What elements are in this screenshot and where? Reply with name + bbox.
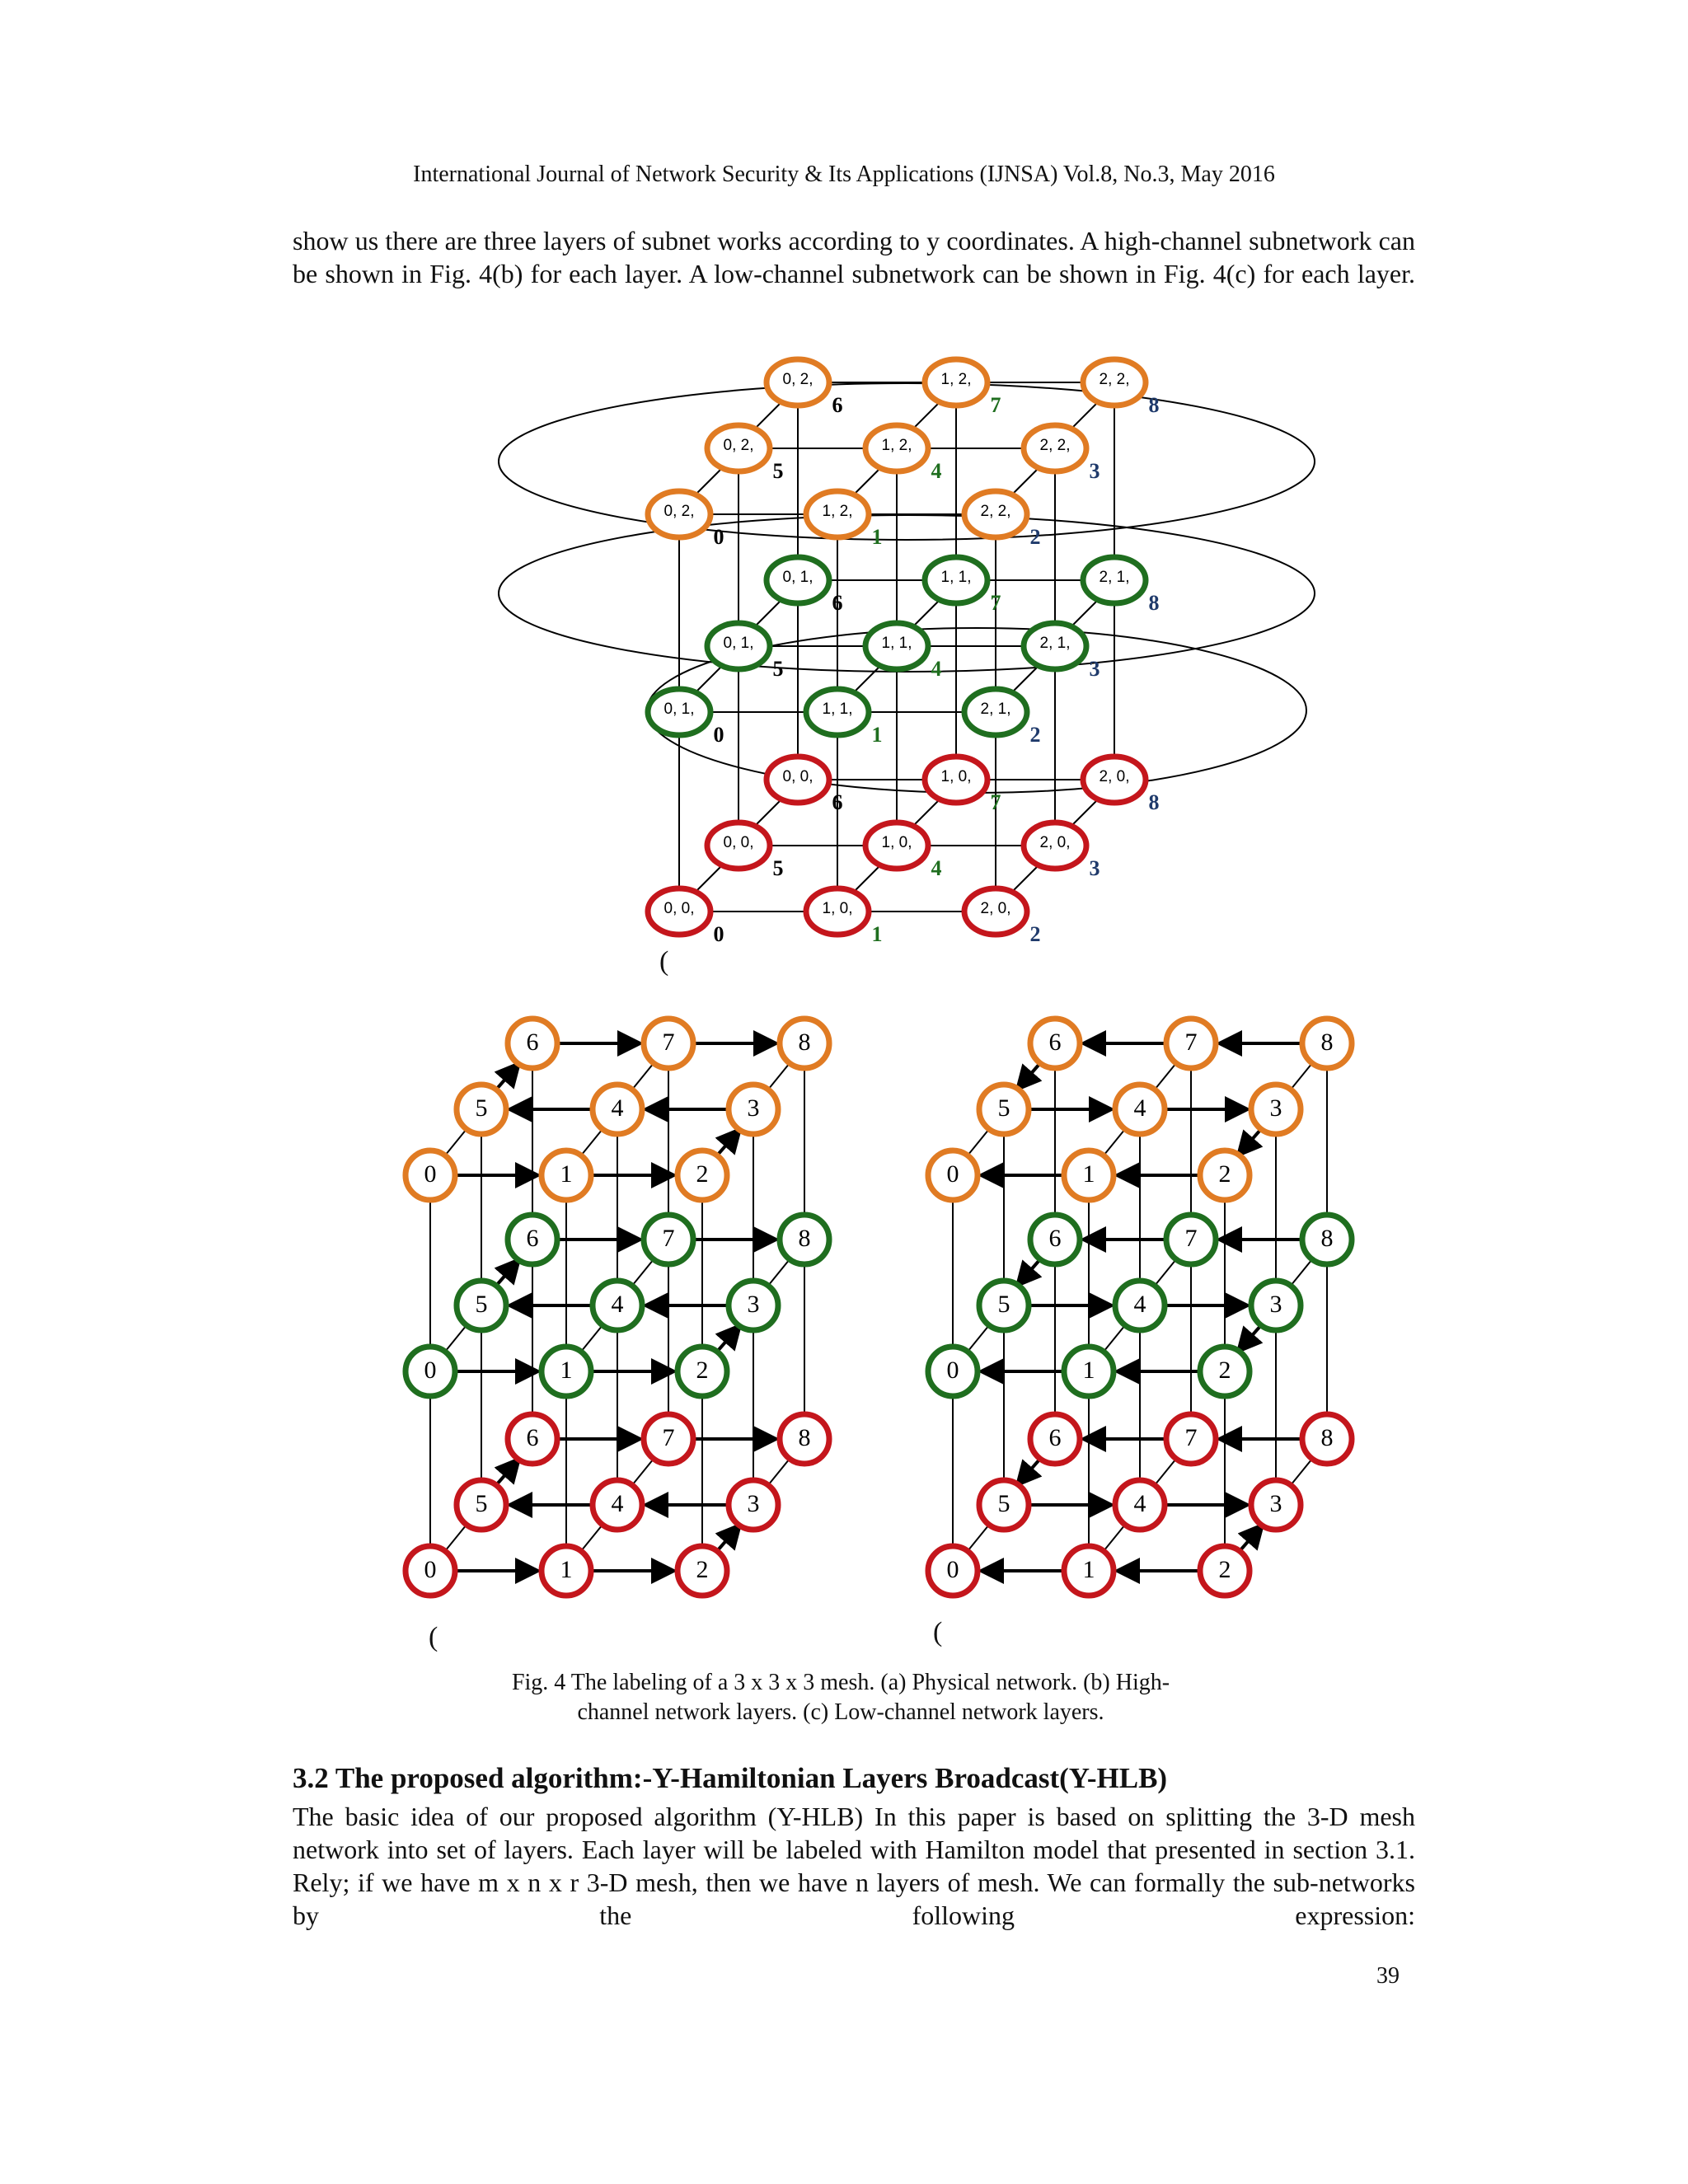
caption-line-1: Fig. 4 The labeling of a 3 x 3 x 3 mesh. (a) Physical network. (b) High- <box>511 1670 1170 1695</box>
node-label: 0, 0, <box>663 900 695 918</box>
node-number: 6 <box>1048 1423 1062 1451</box>
high-channel-arrow <box>717 1525 740 1551</box>
node-number: 3 <box>1269 1489 1282 1517</box>
node-number: 8 <box>1320 1423 1334 1451</box>
node-label: 0, 2, <box>663 503 695 521</box>
high-channel-arrow <box>717 1129 740 1155</box>
node-number: 2 <box>1218 1356 1231 1384</box>
node-number: 5 <box>475 1489 488 1517</box>
diagonal-link <box>852 664 882 694</box>
node-number: 7 <box>990 590 1001 615</box>
journal-header: International Journal of Network Security & Its Applications (IJNSA) Vol.8, No.3, May 2016 <box>413 162 1275 187</box>
diagonal-link <box>968 1525 989 1551</box>
node-number: 0 <box>713 921 724 946</box>
node-number: 2 <box>1029 722 1041 747</box>
node-number: 5 <box>475 1094 488 1122</box>
low-channel-arrow <box>1017 1063 1040 1090</box>
diagonal-link <box>445 1129 467 1155</box>
node-label: 2, 0, <box>980 900 1011 918</box>
node-number: 3 <box>1269 1094 1282 1122</box>
high-channel-arrow <box>717 1325 740 1352</box>
diagonal-link <box>1291 1459 1312 1485</box>
panel-label-c: ( <box>933 1617 943 1647</box>
node-number: 4 <box>611 1489 624 1517</box>
node-number: 4 <box>611 1094 624 1122</box>
node-label: 2, 1, <box>1039 635 1071 653</box>
node-number: 6 <box>832 392 843 417</box>
diagonal-link <box>1010 466 1040 496</box>
node-number: 6 <box>832 790 843 814</box>
diagonal-link <box>753 798 783 827</box>
node-label: 0, 0, <box>723 834 754 852</box>
page-number: 39 <box>1376 1963 1400 1989</box>
node-number: 7 <box>662 1224 675 1252</box>
diagonal-link <box>768 1259 790 1286</box>
node-number: 1 <box>560 1356 573 1384</box>
node-number: 3 <box>747 1290 760 1318</box>
node-number: 7 <box>662 1423 675 1451</box>
node-number: 6 <box>1048 1224 1062 1252</box>
caption-line-2: channel network layers. (c) Low-channel network layers. <box>577 1699 1104 1725</box>
node-label: 1, 1, <box>822 701 853 719</box>
node-number: 5 <box>772 855 784 880</box>
node-number: 6 <box>526 1224 539 1252</box>
node-number: 5 <box>772 458 784 483</box>
node-number: 6 <box>832 590 843 615</box>
node-number: 1 <box>871 921 883 946</box>
low-channel-arrow <box>1238 1325 1261 1352</box>
node-number: 7 <box>1184 1224 1198 1252</box>
diagonal-link <box>445 1525 467 1551</box>
node-number: 6 <box>526 1423 539 1451</box>
node-number: 8 <box>798 1423 811 1451</box>
node-number: 1 <box>560 1555 573 1583</box>
diagonal-link <box>852 864 882 893</box>
node-number: 4 <box>1133 1489 1146 1517</box>
diagonal-link <box>1155 1459 1176 1485</box>
node-number: 2 <box>1218 1555 1231 1583</box>
node-number: 1 <box>1082 1160 1095 1188</box>
low-channel-arrow <box>1017 1459 1040 1485</box>
diagonal-link <box>1070 598 1100 628</box>
node-number: 1 <box>871 722 883 747</box>
node-label: 2, 1, <box>980 701 1011 719</box>
node-number: 2 <box>1218 1160 1231 1188</box>
diagonal-link <box>1070 798 1100 827</box>
node-number: 8 <box>1320 1028 1334 1056</box>
diagonal-link <box>1291 1063 1312 1090</box>
node-number: 6 <box>526 1028 539 1056</box>
node-label: 2, 1, <box>1099 569 1130 587</box>
high-channel-arrow <box>496 1063 519 1090</box>
node-label: 2, 2, <box>1099 371 1130 389</box>
node-label: 1, 0, <box>881 834 912 852</box>
node-number: 1 <box>1082 1356 1095 1384</box>
panel-label-a: ( <box>659 946 669 977</box>
low-channel-arrow <box>1238 1129 1261 1155</box>
diagonal-link <box>852 466 882 496</box>
node-label: 0, 2, <box>782 371 814 389</box>
diagonal-link <box>632 1063 654 1090</box>
node-number: 3 <box>747 1489 760 1517</box>
node-label: 0, 0, <box>782 768 814 786</box>
node-number: 5 <box>997 1094 1010 1122</box>
node-number: 5 <box>475 1290 488 1318</box>
node-number: 1 <box>871 524 883 549</box>
node-number: 2 <box>696 1356 709 1384</box>
diagonal-link <box>581 1325 603 1352</box>
node-number: 8 <box>1148 590 1160 615</box>
diagonal-link <box>1104 1325 1125 1352</box>
node-number: 2 <box>1029 921 1041 946</box>
diagonal-link <box>694 864 724 893</box>
diagonal-link <box>1104 1129 1125 1155</box>
node-label: 2, 2, <box>1039 437 1071 455</box>
low-channel-arrow <box>1240 1525 1263 1551</box>
diagonal-link <box>753 401 783 430</box>
node-number: 0 <box>424 1555 437 1583</box>
node-number: 4 <box>1133 1290 1146 1318</box>
node-number: 6 <box>1048 1028 1062 1056</box>
node-number: 3 <box>1089 855 1100 880</box>
node-number: 1 <box>1082 1555 1095 1583</box>
node-number: 8 <box>1148 392 1160 417</box>
diagonal-link <box>694 466 724 496</box>
body-paragraph: The basic idea of our proposed algorithm (Y-HLB) In this paper is based on splitting the 3-D mesh network into set of layers. Each layer will be labeled with Hamilton model that presented in section 3.1. Rely; if we have m x n x r 3-D mesh, then we have n layers of mesh. We can formally the sub-networks by the following expression: <box>293 1802 1415 1930</box>
node-label: 2, 0, <box>1039 834 1071 852</box>
node-label: 2, 2, <box>980 503 1011 521</box>
node-label: 1, 0, <box>822 900 853 918</box>
high-channel-arrow <box>496 1259 519 1286</box>
diagonal-link <box>632 1459 654 1485</box>
diagonal-link <box>694 664 724 694</box>
diagonal-link <box>768 1459 790 1485</box>
node-number: 5 <box>997 1489 1010 1517</box>
diagonal-link <box>768 1063 790 1090</box>
diagonal-link <box>968 1129 989 1155</box>
diagonal-link <box>1070 401 1100 430</box>
node-number: 8 <box>798 1224 811 1252</box>
node-number: 8 <box>1320 1224 1334 1252</box>
panel-label-b: ( <box>429 1622 438 1652</box>
node-number: 4 <box>931 458 942 483</box>
node-number: 1 <box>560 1160 573 1188</box>
diagonal-link <box>632 1259 654 1286</box>
node-number: 8 <box>1148 790 1160 814</box>
diagonal-link <box>912 798 941 827</box>
node-number: 0 <box>946 1555 959 1583</box>
node-number: 0 <box>424 1160 437 1188</box>
node-label: 1, 2, <box>822 503 853 521</box>
diagonal-link <box>1155 1259 1176 1286</box>
figure-caption <box>453 1668 1228 1727</box>
diagonal-link <box>1155 1063 1176 1090</box>
node-number: 3 <box>1089 458 1100 483</box>
node-number: 0 <box>424 1356 437 1384</box>
diagonal-link <box>581 1129 603 1155</box>
node-label: 1, 2, <box>940 371 972 389</box>
node-number: 4 <box>611 1290 624 1318</box>
intro-paragraph: show us there are three layers of subnet works according to y coordinates. A high-channel subnetwork can be shown in Fig. 4(b) for each layer. A low-channel subnetwork can be shown in Fig. 4(c) for each layer. <box>293 226 1415 288</box>
diagonal-link <box>1291 1259 1312 1286</box>
node-number: 3 <box>1269 1290 1282 1318</box>
node-label: 1, 0, <box>940 768 972 786</box>
node-number: 7 <box>990 392 1001 417</box>
node-number: 2 <box>696 1160 709 1188</box>
node-label: 1, 2, <box>881 437 912 455</box>
node-number: 2 <box>696 1555 709 1583</box>
node-label: 2, 0, <box>1099 768 1130 786</box>
section-heading: 3.2 The proposed algorithm:-Y-Hamiltonian Layers Broadcast(Y-HLB) <box>293 1762 1168 1794</box>
diagonal-link <box>445 1325 467 1352</box>
node-number: 0 <box>946 1356 959 1384</box>
node-number: 2 <box>1029 524 1041 549</box>
node-number: 3 <box>1089 656 1100 681</box>
node-label: 1, 1, <box>940 569 972 587</box>
node-number: 4 <box>1133 1094 1146 1122</box>
node-number: 0 <box>713 524 724 549</box>
node-number: 0 <box>713 722 724 747</box>
node-number: 7 <box>1184 1028 1198 1056</box>
diagonal-link <box>1010 864 1040 893</box>
node-number: 3 <box>747 1094 760 1122</box>
diagonal-link <box>753 598 783 628</box>
node-number: 5 <box>772 656 784 681</box>
node-label: 0, 1, <box>663 701 695 719</box>
node-number: 7 <box>662 1028 675 1056</box>
node-number: 7 <box>1184 1423 1198 1451</box>
node-number: 4 <box>931 656 942 681</box>
low-channel-arrow <box>1017 1259 1040 1286</box>
node-number: 8 <box>798 1028 811 1056</box>
diagonal-link <box>1104 1525 1125 1551</box>
node-label: 0, 1, <box>723 635 754 653</box>
node-number: 5 <box>997 1290 1010 1318</box>
high-channel-arrow <box>496 1459 519 1485</box>
diagonal-link <box>912 401 941 430</box>
diagonal-link <box>968 1325 989 1352</box>
node-label: 0, 2, <box>723 437 754 455</box>
diagonal-link <box>581 1525 603 1551</box>
diagonal-link <box>912 598 941 628</box>
node-number: 7 <box>990 790 1001 814</box>
node-number: 4 <box>931 855 942 880</box>
node-label: 1, 1, <box>881 635 912 653</box>
node-label: 0, 1, <box>782 569 814 587</box>
node-number: 0 <box>946 1160 959 1188</box>
